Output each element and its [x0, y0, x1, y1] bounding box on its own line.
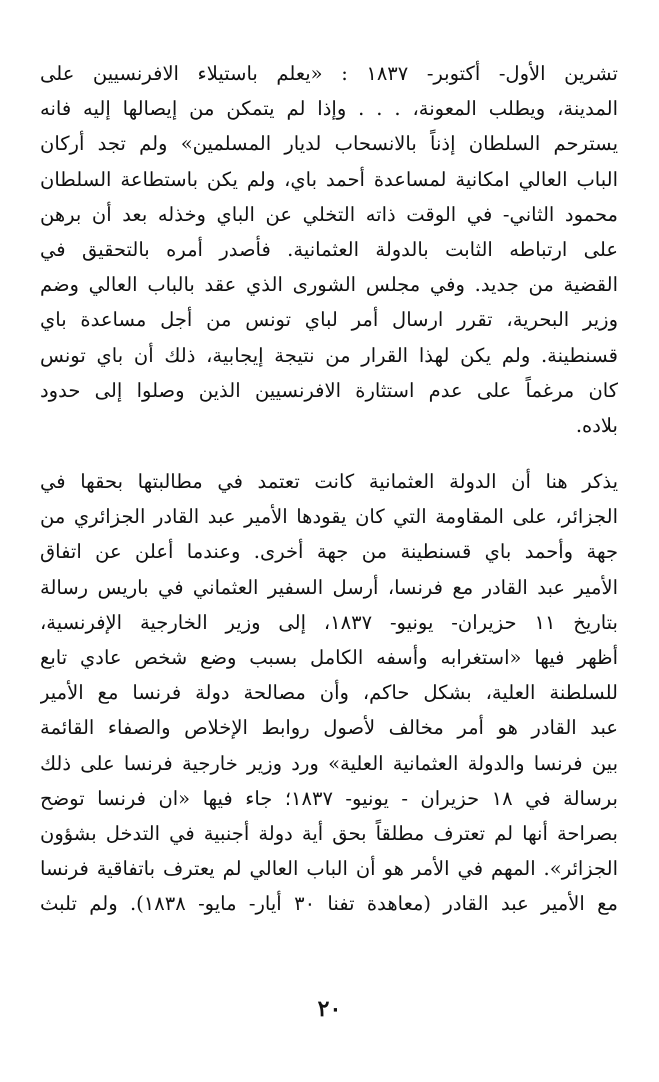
text-line: يذكر هنا أن الدولة العثمانية كانت تعتمد في مطالبتها بحقها في	[40, 470, 618, 494]
text-line: الجزائر، على المقاومة التي كان يقودها الأمير عبد القادر الجزائري من	[40, 505, 618, 529]
text-line: مع الأمير عبد القادر (معاهدة تفنا ٣٠ أيار- مايو- ١٨٣٨). ولم تلبث	[40, 892, 618, 916]
text-line: للسلطنة العلية، بشكل حاكم، وأن مصالحة دولة فرنسا مع الأمير	[40, 681, 618, 705]
text-line: بلاده.	[575, 413, 618, 437]
text-line: الأمير عبد القادر مع فرنسا، أرسل السفير العثماني في باريس رسالة	[40, 575, 618, 599]
text-line: عبد القادر هو أمر مخالف لأصول روابط الإخلاص والصفاء القائمة	[40, 716, 618, 740]
text-line: وزير البحرية، تقرر ارسال أمر لباي تونس من أجل مساعدة باي	[40, 308, 618, 332]
text-line: على ارتباطه الثابت بالدولة العثمانية. فأصدر أمره بالتحقيق في	[40, 237, 618, 261]
text-line: برسالة في ١٨ حزيران - يونيو- ١٨٣٧؛ جاء فيها «ان فرنسا توضح	[40, 786, 618, 810]
text-line: يسترحم السلطان إذناً بالانسحاب لديار المسلمين» ولم تجد أركان	[40, 132, 618, 156]
paragraph-gap	[40, 443, 618, 464]
text-line: قسنطينة. ولم يكن لهذا القرار من نتيجة إيجابية، ذلك أن باي تونس	[40, 343, 618, 367]
page-number: ٢٠	[317, 996, 342, 1022]
text-line: جهة وأحمد باي قسنطينة من جهة أخرى. وعندما أعلن عن اتفاق	[40, 540, 618, 564]
text-line: تشرين الأول- أكتوبر- ١٨٣٧ : «يعلم باستيلاء الافرنسيين على	[40, 62, 618, 85]
text-line: المدينة، ويطلب المعونة، . . . وإذا لم يتمكن من إيصالها إليه فانه	[40, 97, 618, 121]
paragraph-2	[40, 464, 618, 921]
text-line: بصراحة أنها لم تعترف مطلقاً بحق أية دولة أجنبية في التدخل بشؤون	[40, 821, 618, 845]
text-line: القضية من جديد. وفي مجلس الشورى الذي عقد بالباب العالي وضم	[40, 273, 618, 297]
text-line: الباب العالي امكانية لمساعدة أحمد باي، ولم يكن باستطاعة السلطان	[40, 167, 618, 191]
text-line: الجزائر». المهم في الأمر هو أن الباب العالي لم يعترف باتفاقية فرنسا	[40, 857, 618, 881]
text-line: أظهر فيها «استغرابه وأسفه الكامل بسبب وضع شخص عادي تابع	[40, 646, 618, 669]
page-body-text	[40, 56, 618, 922]
text-line: بين فرنسا والدولة العثمانية العلية» ورد وزير خارجية فرنسا على ذلك	[40, 751, 618, 775]
text-line: بتاريخ ١١ حزيران- يونيو- ١٨٣٧، إلى وزير الخارجية الإفرنسية،	[40, 610, 618, 634]
text-line: محمود الثاني- في الوقت ذاته التخلي عن الباي وخذله بعد أن برهن	[40, 202, 618, 226]
paragraph-1	[40, 56, 618, 443]
text-line: كان مرغماً على عدم استثارة الافرنسيين الذين وصلوا إلى حدود	[40, 378, 618, 402]
